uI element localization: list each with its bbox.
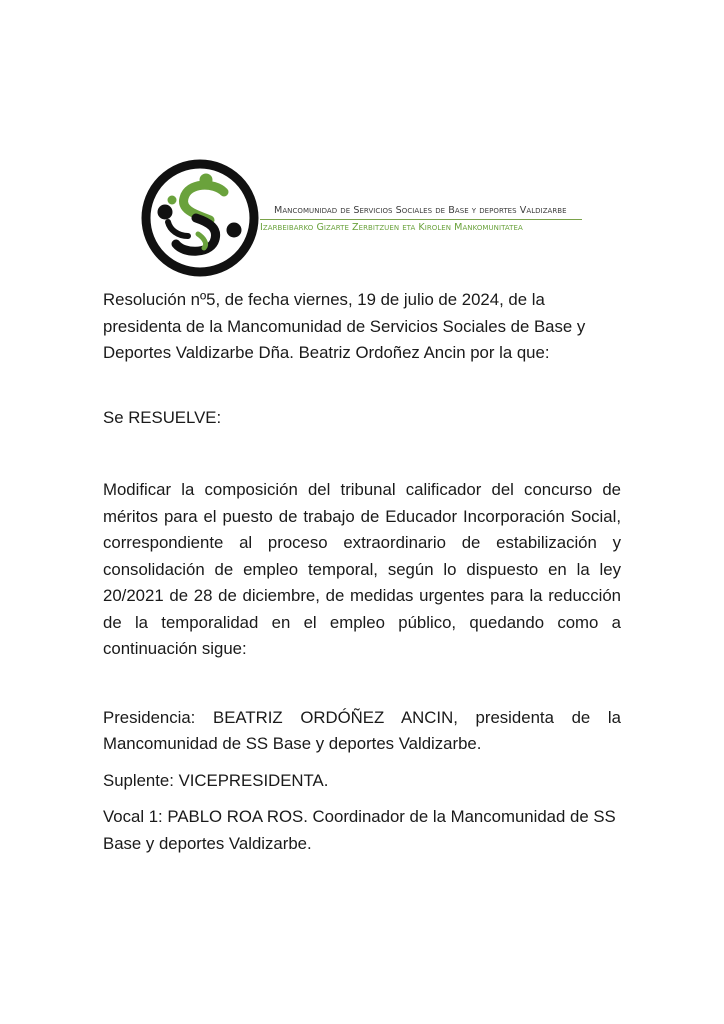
suplente-entry: Suplente: VICEPRESIDENTA. (103, 770, 329, 790)
org-name-spanish: Mancomunidad de Servicios Sociales de Base y deportes Valdizarbe (274, 205, 567, 216)
logo-green-head-left (168, 196, 177, 205)
letterhead (138, 156, 598, 280)
resolve-heading: Se RESUELVE: (103, 407, 222, 427)
vocal-1-entry: Vocal 1: PABLO ROA ROS. Coordinador de la Mancomunidad de SS Base y deportes Valdizarbe. (103, 807, 616, 853)
logo-black-head-left (158, 205, 173, 220)
org-name-divider (260, 219, 582, 220)
modification-paragraph: Modificar la composición del tribunal calificador del concurso de méritos para el puesto de trabajo de Educador Incorporación Social, correspondiente al proceso extraordinario de estabilización y consolidación de empleo temporal, según lo dispuesto en la ley 20/2021 de 28 de diciembre, de medidas urgentes para la reducción de la temporalidad en el empleo público, quedando como a continuación sigue: (103, 480, 621, 658)
org-name-basque: Izarbeibarko Gizarte Zerbitzuen eta Kirolen Mankomunitatea (260, 222, 523, 233)
logo-black-head-right (227, 223, 242, 238)
organization-names (260, 204, 590, 235)
document-body (103, 287, 621, 857)
resolution-intro: Resolución nº5, de fecha viernes, 19 de julio de 2024, de la presidenta de la Mancomunidad de Servicios Sociales de Base y Deportes Valdizarbe Dña. Beatriz Ordoñez Ancin por la que: (103, 290, 586, 362)
organization-logo (138, 156, 262, 280)
logo-black-arm (168, 222, 188, 236)
logo-green-s-stroke (184, 185, 224, 220)
presidencia-entry: Presidencia: BEATRIZ ORDÓÑEZ ANCIN, presidenta de la Mancomunidad de SS Base y deportes Valdizarbe. (103, 707, 621, 753)
logo-green-arm (198, 234, 206, 248)
